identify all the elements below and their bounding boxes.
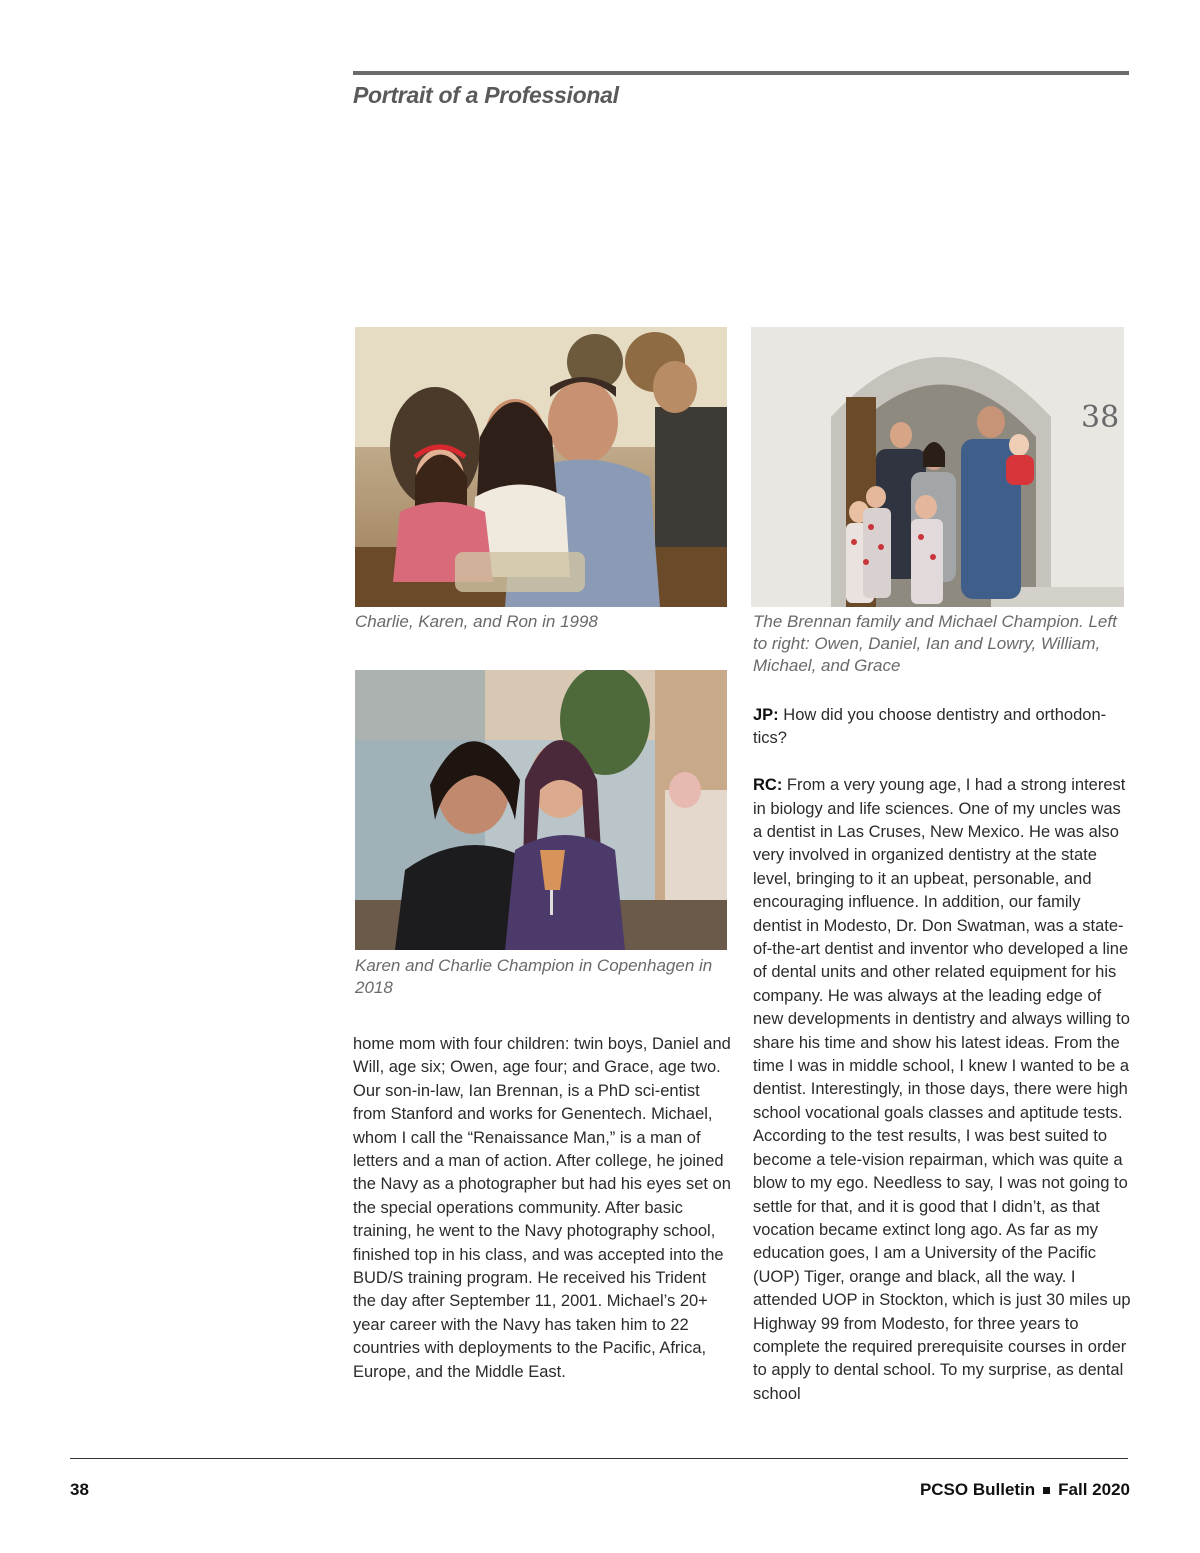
section-title: Portrait of a Professional [353, 82, 619, 108]
interview-question [753, 704, 1133, 751]
photo-family-1998 [355, 327, 727, 607]
footer-rule [70, 1458, 1128, 1459]
answer-text: From a very young age, I had a strong interest in biology and life sciences. One of my uncles was a dentist in Las Cruses, New Mexico. He was also very involved in organized dentistry at the state level, bringing to it an upbeat, personable, and encouraging influence. In addition, our family dentist in Modesto, Dr. Don Swatman, was a state-of-the-art dentist and inventor who developed a line of dental units and other related equipment for his company. He was always at the leading edge of new developments in dentistry and always willing to share his time and show his latest ideas. From the time I was in middle school, I knew I wanted to be a dentist. Interestingly, in those days, there were high school vocational goals classes and aptitude tests. According to the test results, I was best suited to become a tele-vision repairman, which was quite a blow to my ego. Needless to say, I was not going to settle for that, and it is good that I didn’t, as that vocation became extinct long ago. As far as my education goes, I am a University of the Pacific (UOP) Tiger, orange and black, all the way. I attended UOP in Stockton, which is just 30 miles up Highway 99 from Modesto, for three years to complete the required prerequisite courses in order to apply to dental school. To my surprise, as dental school [753, 776, 1131, 1403]
header-rule [353, 71, 1129, 75]
house-number: 38 [1081, 400, 1120, 435]
photo-caption: Charlie, Karen, and Ron in 1998 [355, 612, 598, 631]
square-separator-icon [1043, 1487, 1050, 1494]
interview-answer [753, 774, 1133, 1406]
publication-name: PCSO Bulletin [919, 1480, 1036, 1499]
photo-caption: Karen and Charlie Champion in Copenhagen in 2018 [355, 956, 713, 997]
body-paragraph: home mom with four children: twin boys, Daniel and Will, age six; Owen, age four; and Grace, age two. Our son-in-law, Ian Brennan, is a PhD sci-entist from Stanford and works for Genentech. Michael, whom I call the “Renaissance Man,” is a man of letters and a man of action. After college, he joined the Navy as a photographer but had his eyes set on the special operations community. After basic training, he went to the Navy photography school, finished top in his class, and was accepted into the BUD/S training program. He received his Trident the day after September 11, 2001. Michael’s 20+ year career with the Navy has taken him to 22 countries with deployments to the Pacific, Africa, Europe, and the Middle East. [353, 1035, 731, 1381]
photo-brennan-family [751, 327, 1124, 607]
question-text: How did you choose dentistry and orthodon-tics? [753, 706, 1107, 748]
article-left-column [353, 1033, 731, 1384]
photo-caption: The Brennan family and Michael Champion. Left to right: Owen, Daniel, Ian and Lowry, William, Michael, and Grace [753, 612, 1117, 675]
page-number: 38 [70, 1480, 89, 1499]
speaker-label: RC: [753, 776, 783, 795]
photo-copenhagen-2018 [355, 670, 727, 950]
speaker-label: JP: [753, 706, 779, 724]
article-right-column [753, 704, 1133, 1406]
issue-label: Fall 2020 [1058, 1480, 1130, 1499]
publication-footer [920, 1480, 1130, 1500]
